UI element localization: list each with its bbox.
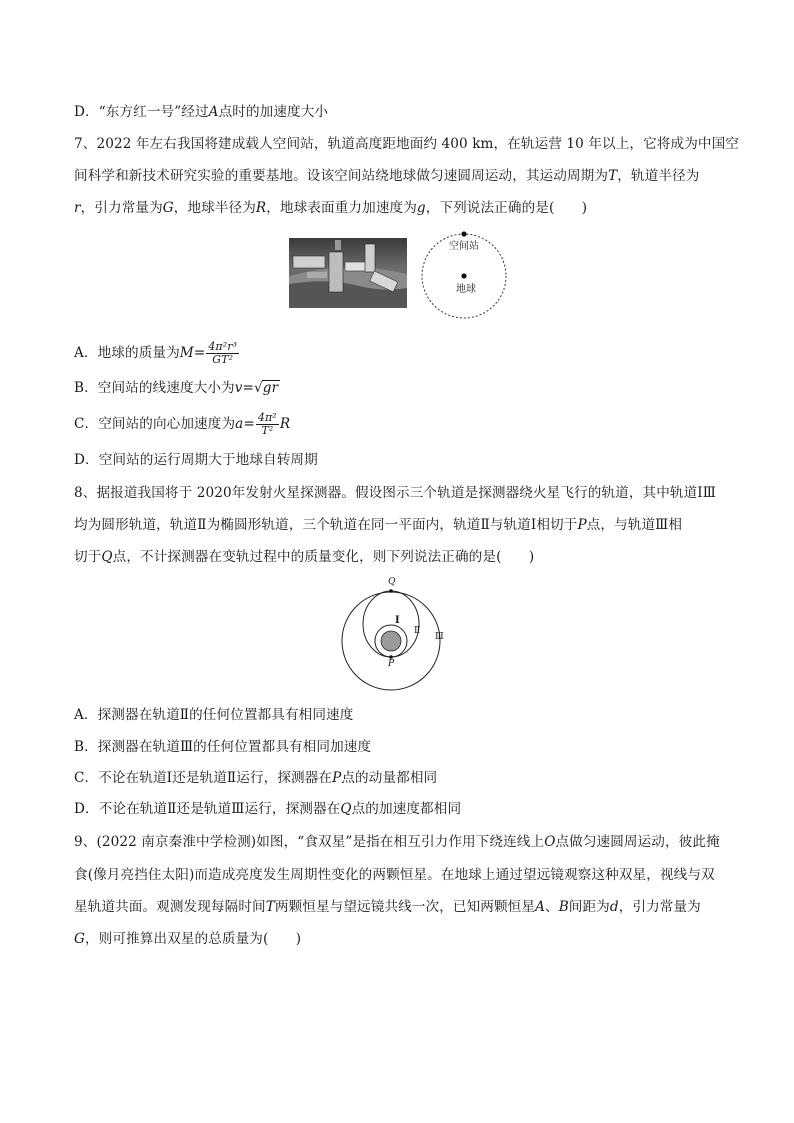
q7-stem-line-3: r，引力常量为G，地球半径为R，地球表面重力加速度为g，下列说法正确的是( ) bbox=[74, 200, 588, 216]
q8-stem-line-1: 8、据报道我国将于 2020年发射火星探测器。假设图示三个轨道是探测器绕火星飞行的轨道，其中轨道ⅠⅢ bbox=[74, 485, 716, 501]
q7-option-c: C．空间站的向心加速度为a= $\frac{\text{4π²}}{\text{T²}}$ R bbox=[74, 411, 291, 437]
station-label: 空间站 bbox=[449, 241, 479, 252]
q7-stem-line-1: 7、2022 年左右我国将建成载人空间站，轨道高度距地面约 400 km，在轨运营 10 年以上，它将成为中国空 bbox=[74, 136, 739, 152]
space-station-photo bbox=[289, 238, 407, 308]
label-orbit-i: Ⅰ bbox=[395, 615, 400, 626]
q8-option-c: C．不论在轨道Ⅰ还是轨道Ⅱ运行，探测器在P点的动量都相同 bbox=[74, 770, 438, 786]
label-orbit-ii: Ⅱ bbox=[414, 626, 421, 636]
q7-stem-line-2: 间科学和新技术研究实验的重要基地。设该空间站绕地球做匀速圆周运动，其运动周期为T，轨道半径为 bbox=[74, 168, 700, 184]
q9-stem-line-1: 9、(2022 南京秦淮中学检测)如图，“食双星”是指在相互引力作用下绕连线上O点做匀速圆周运动，彼此掩 bbox=[74, 834, 720, 850]
mars-orbits-diagram bbox=[338, 577, 458, 692]
q8-option-a: A．探测器在轨道Ⅱ的任何位置都具有相同速度 bbox=[74, 707, 354, 723]
q7-option-b: B．空间站的线速度大小为v=√gr bbox=[74, 380, 279, 396]
earth-label: 地球 bbox=[456, 284, 476, 295]
q8-option-d: D．不论在轨道Ⅱ还是轨道Ⅲ运行，探测器在Q点的加速度都相同 bbox=[74, 801, 462, 817]
earth-dot bbox=[461, 273, 466, 278]
q8-stem-line-3: 切于Q点，不计探测器在变轨过程中的质量变化，则下列说法正确的是( ) bbox=[74, 549, 535, 565]
q6-option-d: D．“东方红一号”经过A点时的加速度大小 bbox=[74, 104, 329, 120]
q7a-fraction: $\frac{\text{4π²r³}}{\text{GT²}}$ bbox=[208, 340, 238, 366]
q9-stem-line-2: 食(像月亮挡住太阳)而造成亮度发生周期性变化的两颗恒星。在地球上通过望远镜观察这种双星，视线与双 bbox=[74, 867, 715, 883]
orbit-diagram bbox=[420, 231, 508, 319]
q8-option-b: B．探测器在轨道Ⅲ的任何位置都具有相同加速度 bbox=[74, 739, 372, 755]
label-p: P bbox=[388, 659, 395, 669]
q7c-fraction: $\frac{\text{4π²}}{\text{T²}}$ bbox=[257, 411, 277, 437]
q7-option-a: A．地球的质量为M= $\frac{\text{4π²r³}}{\text{GT²}}$ bbox=[74, 340, 238, 366]
mars-planet bbox=[381, 631, 401, 651]
q9-stem-line-3: 星轨道共面。观测发现每隔时间T两颗恒星与望远镜共线一次，已知两颗恒星A、B间距为d，引力常量为 bbox=[74, 899, 701, 915]
label-orbit-iii: Ⅲ bbox=[435, 632, 444, 642]
q7-option-d: D．空间站的运行周期大于地球自转周期 bbox=[74, 452, 318, 468]
q8-stem-line-2: 均为圆形轨道，轨道Ⅱ为椭圆形轨道，三个轨道在同一平面内，轨道Ⅱ与轨道Ⅰ相切于P点，与轨道Ⅲ相 bbox=[74, 517, 683, 533]
station-dot bbox=[461, 231, 466, 236]
point-q bbox=[389, 589, 393, 593]
label-q: Q bbox=[388, 577, 396, 587]
q9-stem-line-4: G，则可推算出双星的总质量为( ) bbox=[74, 931, 302, 947]
